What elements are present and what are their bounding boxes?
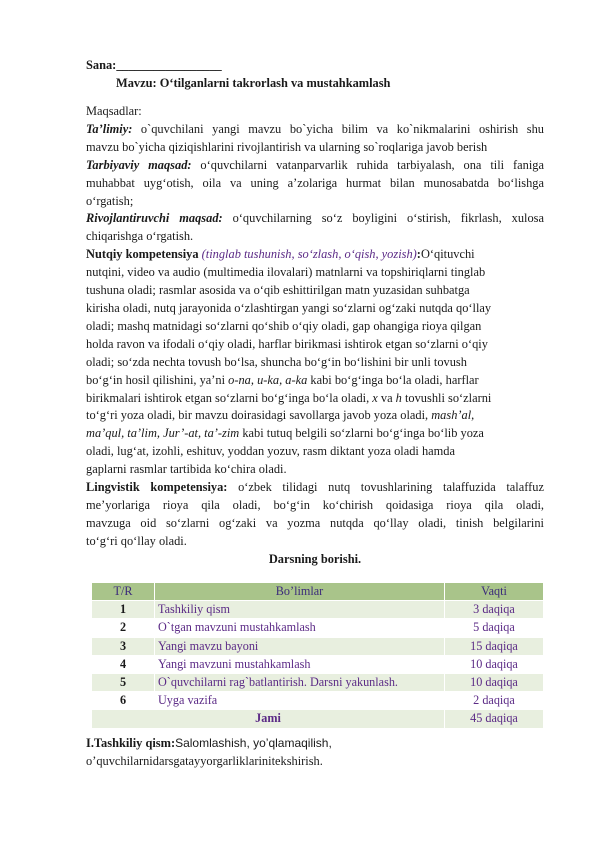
row-time: 10 daqiqa [445, 674, 544, 692]
speech-competence-line-5: oladi; mashq matnidagi so‘zlarni qo‘shib o‘qiy oladi, gap ohangiga rioya qilgan [86, 318, 482, 333]
table-row [92, 674, 544, 692]
speech-competence-line-12: oladi, lug‘at, izohli, eshituv, yoddan yozuv, rasm diktant yoza oladi hamda [86, 444, 455, 459]
row-number: 2 [92, 619, 155, 637]
total-time: 45 daqiqa [445, 710, 544, 728]
total-label: Jami [92, 710, 445, 728]
table-row [92, 655, 544, 673]
column-header-time: Vaqti [445, 583, 544, 601]
speech-competence-line-11: ma’qul, ta’lim, Jur’-at, ta’-zim kabi tutuq belgili so‘zlarni bo‘g‘inga bo‘lib yoza [86, 426, 484, 441]
section-organizational [86, 735, 544, 771]
row-time: 5 daqiqa [445, 619, 544, 637]
row-number: 3 [92, 637, 155, 655]
row-time: 2 daqiqa [445, 692, 544, 710]
linguistic-competence-line-1: Lingvistik kompetensiya: o‘zbek tilidagi nutq tovushlarining talaffuzida talaffuz [86, 480, 544, 495]
speech-competence-line-10: to‘g‘ri yoza oladi, bir mavzu doirasidagi savollarga javob yoza oladi, mash’al, [86, 408, 475, 423]
upbringing-goal-line-2: muhabbat uyg‘otish, oila va uning a’zolariga hurmat bilan munosabatda bo‘lishga [86, 175, 544, 190]
row-topic: Yangi mavzu bayoni [155, 637, 445, 655]
row-topic: Yangi mavzuni mustahkamlash [155, 655, 445, 673]
table-row [92, 619, 544, 637]
speech-competence-line-13: gaplarni rasmlar tartibida ko‘chira oladi. [86, 462, 287, 477]
speech-competence-line-7: oladi; so‘zda nechta tovush bo‘lsa, shuncha bo‘g‘in bo‘lishini bir unli tovush [86, 354, 467, 369]
upbringing-label: Tarbiyaviy maqsad: [86, 157, 192, 172]
speech-competence-line-2: nutqini, video va audio (multimedia ilovalari) matnlarni va topshiriqlarni tinglab [86, 265, 486, 280]
speech-competence-line-1: Nutqiy kompetensiya (tinglab tushunish, so‘zlash, o‘qish, yozish):O‘qituvchi [86, 247, 475, 262]
row-number: 1 [92, 601, 155, 619]
developmental-goal-line-1: Rivojlantiruvchi maqsad: o‘quvchilarning so‘z boyligini o‘stirish, fikrlash, xulosa [86, 211, 544, 226]
table-row [92, 637, 544, 655]
section-1-line-2: o’quvchilarnidarsgatayyorgarliklarinitekshirish. [86, 753, 323, 768]
row-topic: Uyga vazifa [155, 692, 445, 710]
linguistic-competence-label: Lingvistik kompetensiya: [86, 480, 228, 495]
lesson-plan-table [91, 582, 544, 729]
section-1-line-1: I.Tashkiliy qism:Salomlashish, yo’qlamaqilish, [86, 736, 332, 750]
educational-label: Ta’limiy: [86, 121, 133, 136]
upbringing-goal-line-3: o‘rgatish; [86, 193, 134, 208]
date-line [86, 57, 222, 75]
row-topic: Tashkiliy qism [155, 601, 445, 619]
developmental-label: Rivojlantiruvchi maqsad: [86, 211, 223, 226]
column-header-number: T/R [92, 583, 155, 601]
column-header-sections: Bo’limlar [155, 583, 445, 601]
developmental-goal-line-2: chiqarishga o‘rgatish. [86, 229, 194, 244]
table-total-row [92, 710, 544, 728]
speech-competence-line-3: tushuna oladi; rasmlar asosida va o‘qib eshittirilgan matn yuzasidan suhbatga [86, 283, 470, 298]
topic-title: Mavzu: O‘tilganlarni takrorlash va mustahkamlash [116, 76, 391, 90]
speech-competence-line-6: holda ravon va ifodali o‘qiy oladi, harflar birikmasi ishtirok etgan so‘zlarni o‘qiy [86, 336, 488, 351]
row-number: 4 [92, 655, 155, 673]
table-row [92, 601, 544, 619]
date-blank: _________________ [116, 58, 222, 72]
linguistic-competence-line-3: mavzuga oid so‘zlarni og‘zaki va yozma nutqda qo‘llay oladi, tinish belgilarini [86, 515, 544, 530]
educational-goal-line-2: mavzu bo`yicha qiziqishlarini rivojlantirish va ularning so`roqlariga javob berish [86, 139, 488, 154]
upbringing-goal-line-1: Tarbiyaviy maqsad: o‘quvchilarni vatanparvarlik ruhida tarbiyalash, ona tili faniga [86, 157, 544, 172]
speech-competence-label: Nutqiy kompetensiya [86, 247, 199, 262]
speech-competence-line-9: birikmalari ishtirok etgan so‘zlarni bo‘g‘inga bo‘la oladi, x va h tovushli so‘zlarni [86, 390, 492, 405]
row-number: 5 [92, 674, 155, 692]
row-topic: O`quvchilarni rag`batlantirish. Darsni yakunlash. [155, 674, 445, 692]
goals-heading: Maqsadlar: [86, 104, 142, 118]
date-label: Sana: [86, 58, 117, 72]
speech-competence-line-8: bo‘g‘in hosil qilishini, ya’ni o-na, u-ka, a-ka kabi bo‘g‘inga bo‘la oladi, harflar [86, 372, 479, 387]
topic-heading [116, 75, 390, 93]
table-row [92, 692, 544, 710]
section-1-label: I.Tashkiliy qism: [86, 736, 176, 750]
row-topic: O`tgan mavzuni mustahkamlash [155, 619, 445, 637]
document-body [86, 103, 544, 569]
educational-goal-line-1: Ta’limiy: o`quvchilani yangi mavzu bo`yicha bilim va ko`nikmalarini oshirish shu [86, 121, 544, 136]
speech-competence-line-4: kirisha oladi, nutq jarayonida o‘zlashtirgan yangi so‘zlarni og‘zaki nutqda qo‘llay [86, 300, 492, 315]
row-time: 10 daqiqa [445, 655, 544, 673]
lesson-flow-title: Darsning borishi. [268, 551, 362, 566]
row-number: 6 [92, 692, 155, 710]
row-time: 15 daqiqa [445, 637, 544, 655]
row-time: 3 daqiqa [445, 601, 544, 619]
linguistic-competence-line-2: me’yorlariga rioya qila oladi, bo‘g‘in ko‘chirish qoidasiga rioya qila oladi, [86, 497, 544, 512]
linguistic-competence-line-4: to‘g‘ri qo‘llay oladi. [86, 533, 187, 548]
table-header-row [92, 583, 544, 601]
